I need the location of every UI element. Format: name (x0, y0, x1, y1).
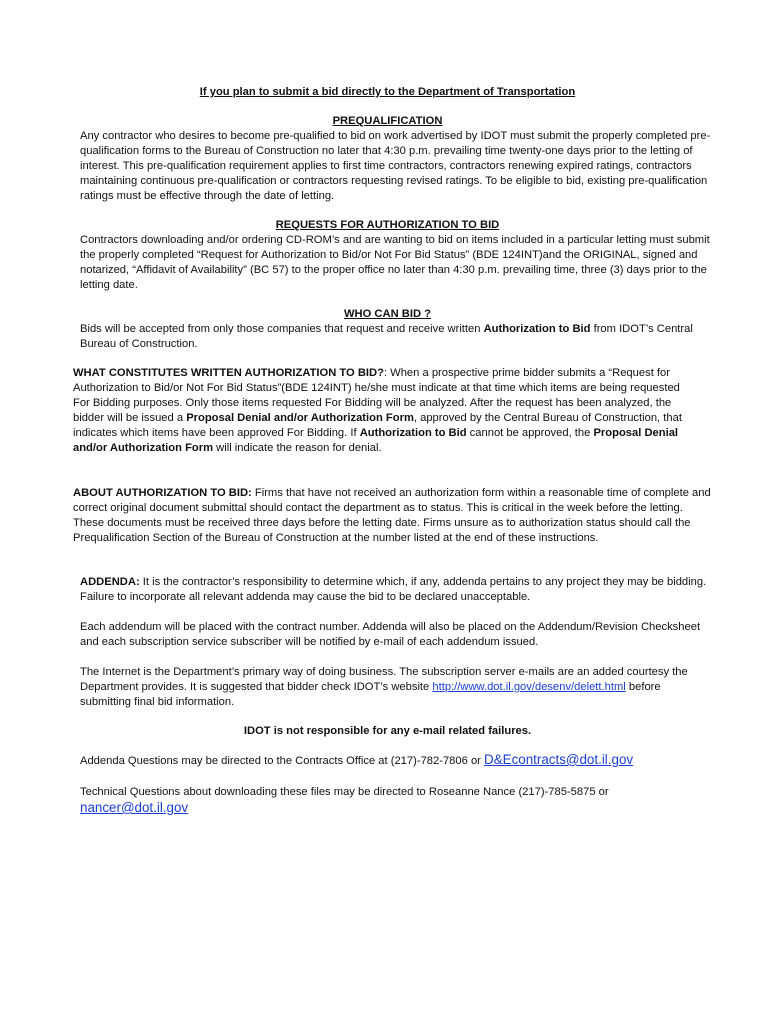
constitutes-paragraph (73, 366, 685, 456)
requests-body: Contractors downloading and/or ordering CD-ROM’s and are wanting to bid on items included in a particular letting must submit the properly completed “Request for Authorization to Bid/or Not For Bid Status” (BDE 124INT)and the ORIGINAL, signed and notarized, “Affidavit of Availability” (BC 57) to the proper office no later than 4:30 p.m. prevailing time, three (3) days prior to the letting date. (80, 234, 710, 291)
about-paragraph (73, 486, 713, 546)
who-can-bid-title-text: WHO CAN BID ? (343, 308, 431, 320)
document-heading (80, 85, 695, 100)
technical-questions-text: Technical Questions about downloading these files may be directed to Roseanne Nance (217)-785-5875 or (80, 786, 609, 798)
who-text-pre: Bids will be accepted from only those companies that request and receive written (80, 323, 484, 335)
addenda-body: It is the contractor’s responsibility to determine which, if any, addenda pertains to any project they may be bidding. Failure to incorporate all relevant addenda may cause the bid to be declared unacceptable. (80, 576, 707, 603)
addenda-lead: ADDENDA: (80, 576, 140, 588)
constitutes-bold-1: Proposal Denial and/or Authorization Form (186, 412, 414, 424)
constitutes-text-3: cannot be approved, the (466, 427, 594, 439)
addenda-paragraph (80, 575, 740, 605)
who-can-bid-title (80, 307, 695, 322)
internet-paragraph (80, 665, 705, 710)
requests-title-text: REQUESTS FOR AUTHORIZATION TO BID (275, 219, 500, 231)
constitutes-text-1: : When a prospective prime bidder submits a “Request for Authorization to Bid/or Not For Bid Status”(BDE 124INT) he/she must indicate at that time which items are being requested For Bidding purposes. Only those items requested For Bidding will be analyzed. After the request has been analyzed, the bidder will be issued a (73, 367, 680, 424)
heading-text: If you plan to submit a bid directly to the Department of Transportation (199, 86, 576, 98)
who-text-bold: Authorization to Bid (483, 323, 591, 335)
contracts-email-link[interactable]: D&Econtracts@dot.il.gov (484, 752, 634, 767)
addendum-placed-paragraph: Each addendum will be placed with the contract number. Addenda will also be placed on the Addendum/Revision Checksheet and each subscription service subscriber will be notified by e-mail of each addendum issued. (80, 621, 701, 648)
constitutes-lead: WHAT CONSTITUTES WRITTEN AUTHORIZATION TO BID? (73, 367, 384, 379)
internet-text-pre: The Internet is the Department’s primary way of doing business. The subscription server e-mails are an added courtesy the Department provides. It is suggested that bidder check IDOT’s website (80, 666, 688, 693)
disclaimer-text: IDOT is not responsible for any e-mail related failures. (243, 725, 532, 737)
nance-email-link[interactable]: nancer@dot.il.gov (80, 800, 189, 815)
constitutes-bold-2: Authorization to Bid (359, 427, 467, 439)
disclaimer (80, 724, 695, 739)
about-lead: ABOUT AUTHORIZATION TO BID: (73, 487, 252, 499)
constitutes-bold-3: Proposal Denial and/or Authorization Form (73, 427, 679, 454)
internet-text-post: before submitting final bid information. (80, 681, 661, 708)
who-can-bid-body (80, 322, 730, 352)
constitutes-text-2: , approved by the Central Bureau of Construction, that indicates which items have been approved For Bidding. If (73, 412, 682, 439)
constitutes-text-4: will indicate the reason for denial. (213, 442, 382, 454)
prequalification-body: Any contractor who desires to become pre-qualified to bid on work advertised by IDOT must submit the properly completed pre-qualification forms to the Bureau of Construction no later that 4:30 p.m. prevailing time twenty-one days prior to the letting of interest. This pre-qualification requirement applies to first time contractors, contractors renewing expired ratings, contractors maintaining continuous pre-qualification or contractors requesting revised ratings. To be eligible to bid, existing pre-qualification ratings must be effective through the date of letting. (80, 130, 711, 202)
about-body: Firms that have not received an authorization form within a reasonable time of complete and correct original document submittal should contact the department as to status. This is critical in the week before the letting. These documents must be received three days before the letting date. Firms unsure as to authorization status should call the Prequalification Section of the Bureau of Construction at the number listed at the end of these instructions. (73, 487, 711, 544)
technical-questions (80, 785, 730, 817)
prequalification-title-text: PREQUALIFICATION (332, 115, 443, 127)
prequalification-title (80, 114, 695, 129)
addenda-questions (80, 752, 740, 769)
website-link[interactable]: http://www.dot.il.gov/desenv/delett.html (432, 681, 626, 693)
who-text-post: from IDOT’s Central Bureau of Construction. (80, 323, 693, 350)
requests-title (80, 218, 695, 233)
addenda-questions-text: Addenda Questions may be directed to the Contracts Office at (217)-782-7806 or (80, 755, 485, 767)
